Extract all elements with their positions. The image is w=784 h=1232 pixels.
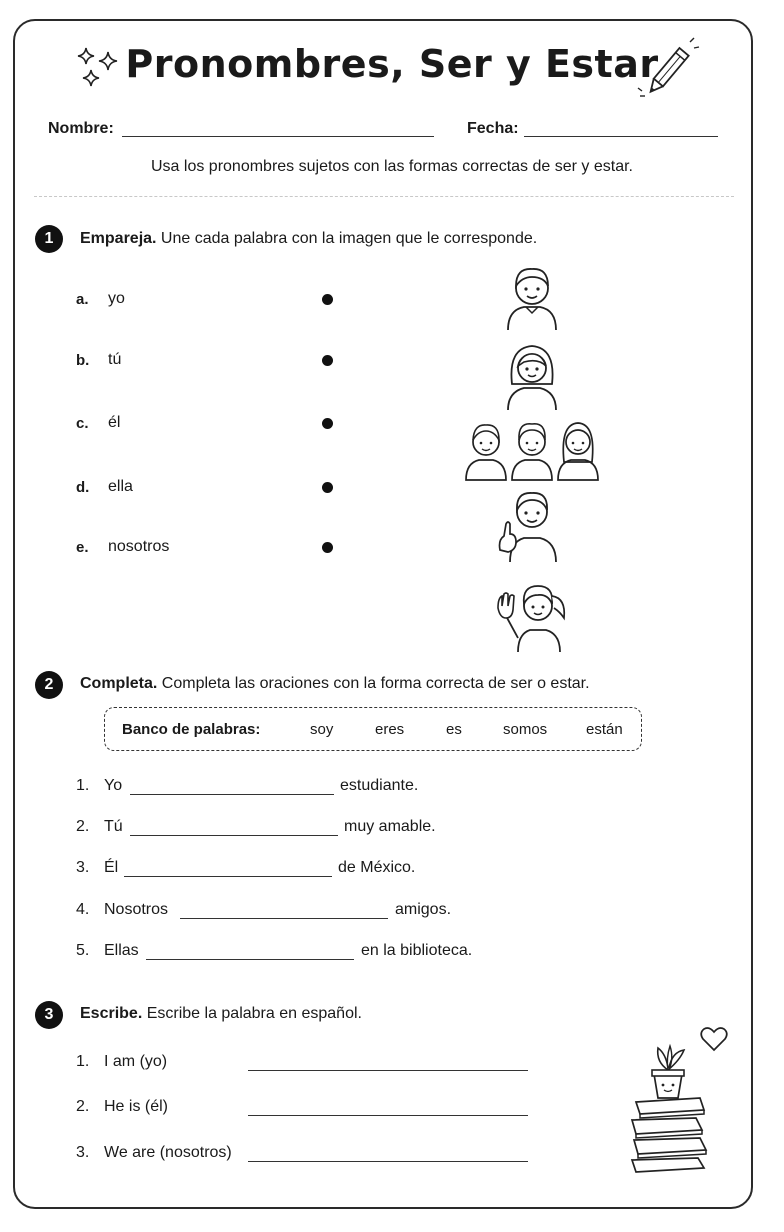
section-1-heading: Empareja. Une cada palabra con la imagen que le corresponde. <box>80 230 538 247</box>
group-icon <box>462 418 602 484</box>
sentence-start: Nosotros <box>104 901 169 918</box>
instructions: Usa los pronombres sujetos con las formas correctas de ser y estar. <box>151 158 633 175</box>
match-dot[interactable] <box>322 482 333 493</box>
write-answer-line[interactable] <box>248 1115 528 1116</box>
match-letter: b. <box>76 352 90 369</box>
section-3-number: 3 <box>35 1001 63 1029</box>
worksheet-border <box>13 19 753 1209</box>
write-answer-line[interactable] <box>248 1070 528 1071</box>
section-2-number: 2 <box>35 671 63 699</box>
match-dot[interactable] <box>322 418 333 429</box>
write-prompt: I am (yo) <box>104 1053 168 1070</box>
sentence-blank[interactable] <box>130 794 334 795</box>
match-letter: e. <box>76 539 89 556</box>
sentence-end: de México. <box>338 859 416 876</box>
sentence-number: 5. <box>76 942 90 959</box>
date-label: Fecha: <box>467 120 519 137</box>
sentence-number: 3. <box>76 859 90 876</box>
sentence-start: Él <box>104 859 119 876</box>
word-bank-item: están <box>586 721 623 738</box>
books-plant-icon <box>626 1040 710 1174</box>
write-prompt: We are (nosotros) <box>104 1144 232 1161</box>
girl-waving-icon <box>492 578 574 654</box>
word-bank-label: Banco de palabras: <box>122 721 261 738</box>
sentence-end: amigos. <box>395 901 452 918</box>
sentence-number: 1. <box>76 777 90 794</box>
section-2-heading: Completa. Completa las oraciones con la forma correcta de ser o estar. <box>80 675 590 692</box>
sentence-start: Tú <box>104 818 123 835</box>
write-number: 2. <box>76 1098 90 1115</box>
divider <box>34 196 734 197</box>
section-3-heading: Escribe. Escribe la palabra en español. <box>80 1005 362 1022</box>
match-word: ella <box>108 478 133 495</box>
boy-icon <box>500 260 564 332</box>
word-bank-item: eres <box>375 721 405 738</box>
sentence-blank[interactable] <box>146 959 354 960</box>
match-word: tú <box>108 351 122 368</box>
date-field[interactable] <box>524 136 718 137</box>
sentence-number: 4. <box>76 901 90 918</box>
match-dot[interactable] <box>322 355 333 366</box>
sentence-start: Yo <box>104 777 123 794</box>
match-word: él <box>108 414 121 431</box>
boy-pointing-icon <box>494 484 564 564</box>
match-letter: d. <box>76 479 90 496</box>
name-label: Nombre: <box>48 120 114 137</box>
write-number: 1. <box>76 1053 90 1070</box>
sentence-end: estudiante. <box>340 777 419 794</box>
word-bank-item: es <box>446 721 462 738</box>
girl-icon <box>500 338 564 412</box>
sentence-blank[interactable] <box>180 918 388 919</box>
write-answer-line[interactable] <box>248 1161 528 1162</box>
section-1-number: 1 <box>35 225 63 253</box>
sentence-end: en la biblioteca. <box>361 942 473 959</box>
sentence-start: Ellas <box>104 942 139 959</box>
sentence-end: muy amable. <box>344 818 436 835</box>
word-bank-item: somos <box>503 721 548 738</box>
match-letter: c. <box>76 415 89 432</box>
sentence-blank[interactable] <box>124 876 332 877</box>
sentence-blank[interactable] <box>130 835 338 836</box>
match-dot[interactable] <box>322 542 333 553</box>
sentence-number: 2. <box>76 818 90 835</box>
page-title: Pronombres, Ser y Estar <box>125 42 659 86</box>
match-letter: a. <box>76 291 89 308</box>
write-number: 3. <box>76 1144 90 1161</box>
name-field[interactable] <box>122 136 434 137</box>
pencil-icon <box>636 38 700 104</box>
match-dot[interactable] <box>322 294 333 305</box>
write-prompt: He is (él) <box>104 1098 169 1115</box>
match-word: yo <box>108 290 125 307</box>
match-word: nosotros <box>108 538 170 555</box>
word-bank-item: soy <box>310 721 334 738</box>
